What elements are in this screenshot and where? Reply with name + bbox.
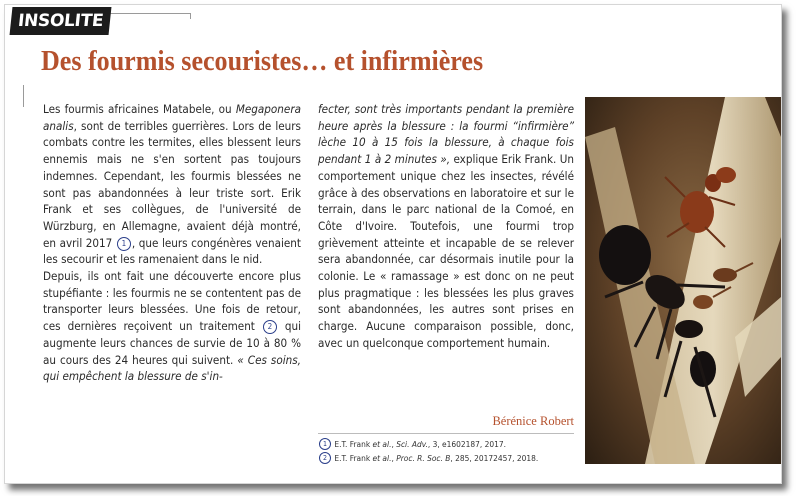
author-signature: Bérénice Robert [492, 414, 574, 428]
p2-text-b: qui augmente leurs chances de survie de 10 à 80 % au cours des 24 heures qui suivent. [43, 319, 301, 367]
top-rule [97, 13, 191, 14]
reference-details: , 285, 20172457, 2018. [450, 453, 539, 463]
quote-start: « Ces soins, qui empêchent la blessure de s'in- [43, 352, 301, 384]
quote-end: fecter, sont très importants pendant la première heure après la blessure : la fourmi “infirmière” lèche 10 à 15 fois la blessure, à chaque fois pendant 1 à 2 minutes », [318, 102, 574, 167]
reference-marker-2: 2 [263, 320, 277, 334]
p1-text-b: , sont de terribles guerrières. Lors de leurs combats contre les termites, elles blessent leurs ennemis mais ne s'en sortent pas toujours indemnes. Cependant, les fourmis blessées ne sont pas abandonnées à leur triste sort. Erik Frank et ses collègues, de l'université de Würzburg, en Allemagne, avaient déjà montré, en avril 2017 [43, 118, 301, 250]
reference-authors: E.T. Frank [334, 439, 373, 449]
reference-journal: Sci. Adv. [396, 439, 428, 449]
reference-marker-1: 1 [117, 237, 131, 251]
reference-number: 1 [319, 438, 331, 450]
reference-1: 1 E.T. Frank et al., Sci. Adv., 3, e1602187, 2017. [318, 437, 574, 451]
article-title: Des fourmis secouristes… et infirmières [41, 46, 484, 77]
reference-2: 2 E.T. Frank et al., Proc. R. Soc. B, 285, 20172457, 2018. [318, 451, 574, 465]
paragraph-3 [318, 101, 574, 352]
section-tag: INSOLITE [10, 7, 112, 35]
paragraph-1 [43, 101, 301, 268]
references-rule [318, 433, 574, 434]
text-column-1 [43, 101, 301, 385]
reference-etal: et al. [372, 453, 392, 463]
p1-text-c: , que leurs congénères venaient les secourir et les ramenaient dans le nid. [43, 235, 301, 267]
reference-details: , 3, e1602187, 2017. [427, 439, 506, 449]
title-rule [23, 85, 24, 107]
article-page [4, 4, 782, 484]
p1-text-a: Les fourmis africaines Matabele, ou [43, 102, 236, 116]
text-column-2 [318, 101, 574, 352]
reference-journal: Proc. R. Soc. B [396, 453, 451, 463]
reference-authors: E.T. Frank [334, 453, 373, 463]
references-list [318, 437, 574, 465]
species-name: Megaponera analis [43, 102, 301, 133]
top-rule-tick [190, 13, 191, 19]
p2-text-a: Depuis, ils ont fait une découverte encore plus stupéfiante : les fourmis ne se contentent pas de transporter leurs blessées. Une fois de retour, ces dernières reçoivent un traitement [43, 269, 301, 334]
reference-number: 2 [319, 452, 331, 464]
reference-etal: et al. [372, 439, 392, 449]
p3-text: explique Erik Frank. Un comportement unique chez les insectes, révélé grâce à des observations en laboratoire et sur le terrain, dans le parc national de la Comoé, en Côte d'Ivoire. Toutefois, une fourmi trop grièvement atteinte et incapable de se relever sera abandonnée, car désormais inutile pour la colonie. Le « ramassage » est donc on ne peut plus pragmatique : les blessées les plus graves sont abandonnées, les autres sont prises en charge. Aucune comparaison possible, donc, avec un quelconque comportement humain. [318, 152, 574, 350]
ant-photo [585, 97, 781, 464]
paragraph-2 [43, 268, 301, 385]
